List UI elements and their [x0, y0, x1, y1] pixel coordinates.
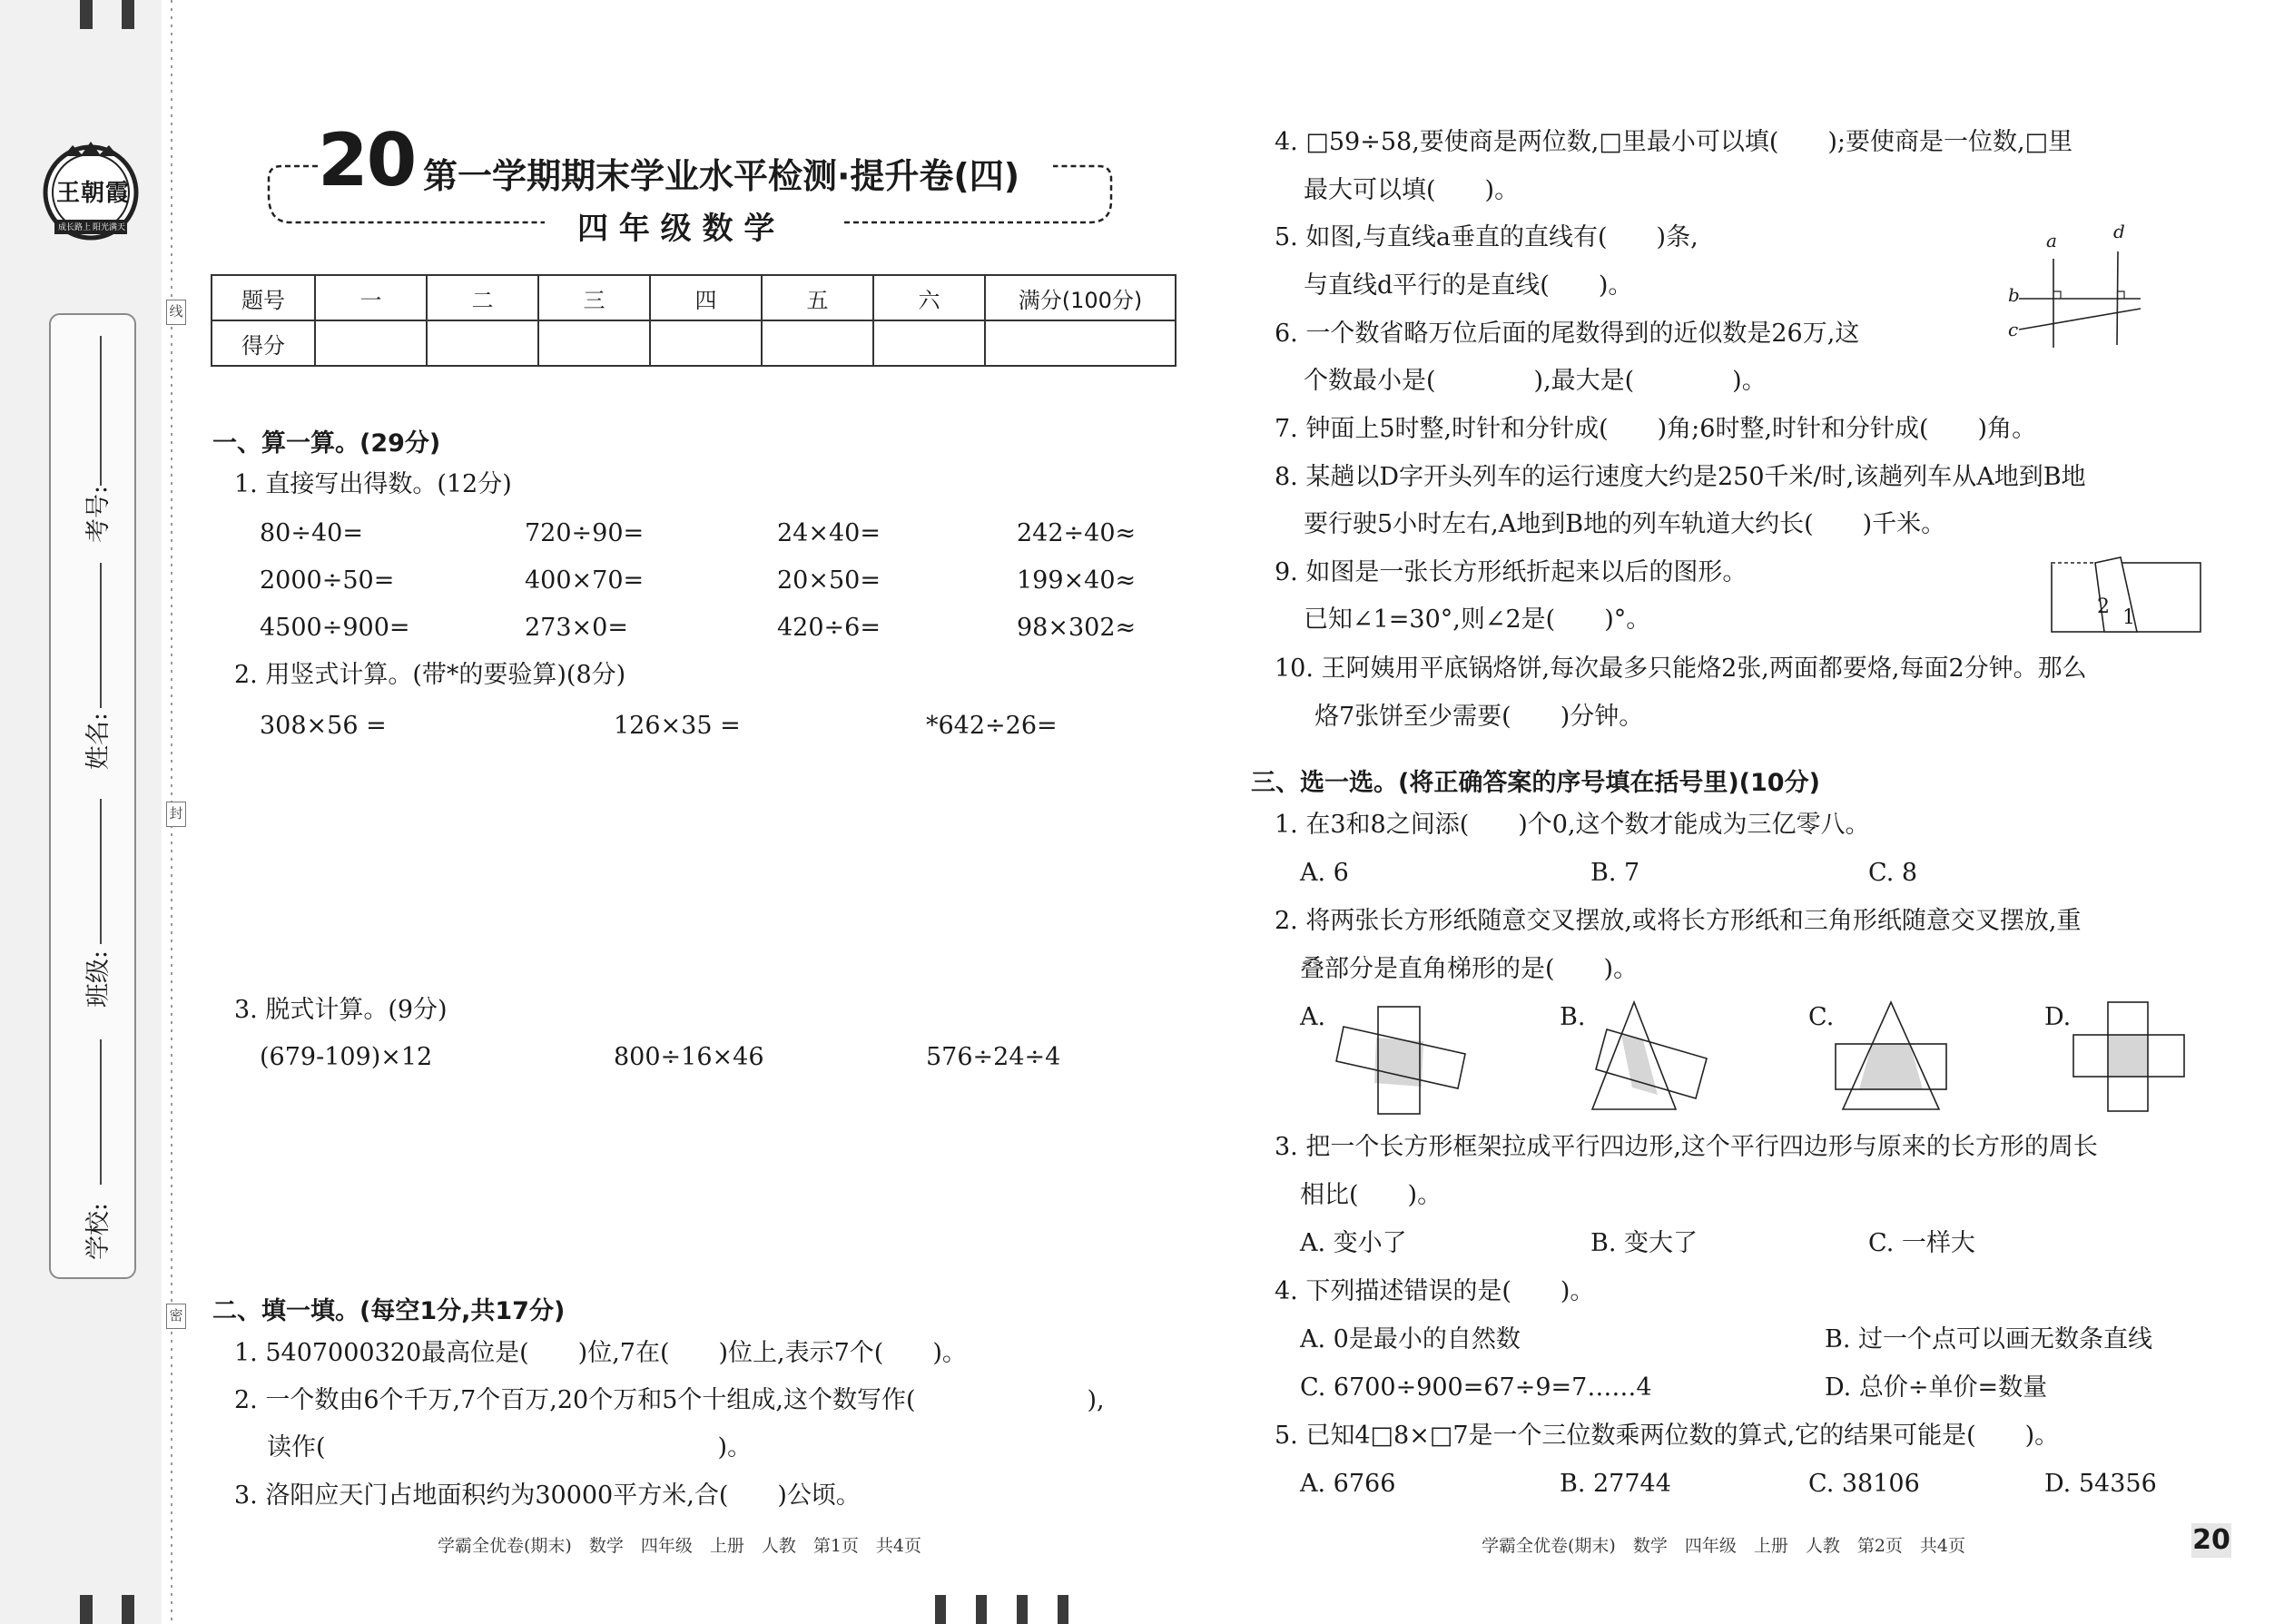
crop-mark [1017, 1595, 1028, 1624]
mental-calc-item: 400×70= [525, 566, 645, 595]
seal-char: 线 [166, 300, 186, 325]
crop-mark [1058, 1595, 1068, 1624]
line-label-a: a [2046, 230, 2057, 251]
angle-2-label: 2 [2097, 595, 2110, 618]
fill-question-line: 要行驶5小时左右,A地到B地的列车轨道大约长( )千米。 [1304, 510, 1946, 538]
score-header-cell: 三 [538, 275, 650, 320]
mental-calc-item: 273×0= [525, 614, 628, 642]
fill-question-line: 6. 一个数省略万位后面的尾数得到的近似数是26万,这 [1275, 320, 1860, 348]
vertical-calc-item: *642÷26= [926, 712, 1058, 740]
score-input-cell[interactable] [427, 320, 538, 366]
crop-mark [80, 1595, 93, 1624]
mental-calc-item: 2000÷50= [260, 566, 395, 595]
choice-option[interactable]: B. 变大了 [1590, 1229, 1698, 1257]
option-b-shape [1587, 999, 1714, 1117]
step-calc-item: (679-109)×12 [260, 1043, 433, 1071]
question-1-3-title: 3. 脱式计算。(9分) [234, 996, 448, 1024]
mental-calc-item: 199×40≈ [1017, 566, 1137, 595]
choice-option[interactable]: C. 38106 [1808, 1470, 1920, 1498]
score-row-label: 得分 [212, 320, 315, 366]
fill-question-line: 1. 5407000320最高位是( )位,7在( )位上,表示7个( )。 [234, 1339, 967, 1367]
fill-question-line: 7. 钟面上5时整,时针和分针成( )角;6时整,时针和分针成( )角。 [1275, 415, 2037, 443]
page-subtitle: 四 年 级 数 学 [577, 211, 775, 247]
choice-option[interactable]: C. 8 [1868, 859, 1918, 887]
lines-figure [1997, 221, 2142, 349]
fill-question-line: 4. □59÷58,要使商是两位数,□里最小可以填( );要使商是一位数,□里 [1275, 128, 2073, 156]
mental-calc-item: 420÷6= [777, 614, 881, 642]
choice-option[interactable]: A. 0是最小的自然数 [1300, 1325, 1521, 1353]
school-label: 学校: [84, 1202, 113, 1260]
crop-mark [122, 0, 134, 29]
choice-option[interactable]: A. 变小了 [1300, 1229, 1407, 1257]
score-input-cell[interactable] [315, 320, 427, 366]
choice-question: 1. 在3和8之间添( )个0,这个数才能成为三亿零八。 [1275, 811, 1870, 839]
angle-1-label: 1 [2122, 606, 2135, 629]
option-c-shape [1832, 999, 1950, 1117]
fill-question-line: 2. 一个数由6个千万,7个百万,20个万和5个十组成,这个数写作( ), [234, 1386, 1105, 1414]
fill-question-line: 10. 王阿姨用平底锅烙饼,每次最多只能烙2张,两面都要烙,每面2分钟。那么 [1275, 655, 2087, 683]
question-1-1-title: 1. 直接写出得数。(12分) [234, 470, 512, 498]
score-input-cell[interactable] [985, 320, 1176, 366]
score-input-cell[interactable] [762, 320, 873, 366]
score-header-cell: 五 [762, 275, 873, 320]
fill-question-line: 9. 如图是一张长方形纸折起来以后的图形。 [1275, 558, 1748, 586]
score-table-header-row [212, 275, 1176, 320]
page-title: 第一学期期末学业水平检测·提升卷(四) [423, 156, 1020, 196]
crop-mark [80, 0, 93, 29]
choice-option[interactable]: B. [1560, 1003, 1586, 1031]
exam-no-line[interactable] [100, 336, 102, 486]
score-input-cell[interactable] [650, 320, 762, 366]
fill-question-line: 与直线d平行的是直线( )。 [1304, 271, 1633, 300]
page-footer-left: 学霸全优卷(期末) 数学 四年级 上册 人教 第1页 共4页 [438, 1536, 922, 1556]
mental-calc-item: 24×40= [777, 519, 881, 547]
score-header-cell: 题号 [212, 275, 315, 320]
step-calc-item: 576÷24÷4 [926, 1043, 1061, 1071]
page-footer-right: 学霸全优卷(期末) 数学 四年级 上册 人教 第2页 共4页 [1482, 1536, 1966, 1556]
score-header-cell: 满分(100分) [985, 275, 1176, 320]
student-info-box [49, 313, 136, 1279]
score-table-score-row [212, 320, 1176, 366]
score-header-cell: 四 [650, 275, 762, 320]
section-1-title: 一、算一算。(29分) [212, 429, 441, 458]
score-header-cell: 六 [873, 275, 985, 320]
choice-option[interactable]: C. 一样大 [1868, 1229, 1975, 1257]
choice-option[interactable]: B. 27744 [1560, 1470, 1671, 1498]
score-header-cell: 一 [315, 275, 427, 320]
choice-option[interactable]: B. 7 [1590, 859, 1640, 887]
fill-question-line: 5. 如图,与直线a垂直的直线有( )条, [1275, 223, 1698, 251]
section-2-title: 二、填一填。(每空1分,共17分) [212, 1297, 566, 1325]
mental-calc-item: 242÷40≈ [1017, 519, 1137, 547]
choice-question: 5. 已知4□8×□7是一个三位数乘两位数的算式,它的结果可能是( )。 [1275, 1422, 2060, 1450]
crop-mark [976, 1595, 987, 1624]
score-input-cell[interactable] [538, 320, 650, 366]
choice-option[interactable]: D. 总价÷单价=数量 [1825, 1373, 2048, 1402]
mental-calc-item: 720÷90= [525, 519, 645, 547]
seal-char: 密 [166, 1304, 186, 1329]
question-1-2-title: 2. 用竖式计算。(带*的要验算)(8分) [234, 661, 626, 689]
option-a-shape [1334, 1003, 1471, 1117]
name-label: 姓名: [84, 712, 113, 770]
line-label-c: c [2008, 319, 2019, 340]
choice-option[interactable]: B. 过一个点可以画无数条直线 [1825, 1325, 2153, 1353]
section-3-title: 三、选一选。(将正确答案的序号填在括号里)(10分) [1251, 769, 1820, 797]
choice-option[interactable]: C. [1808, 1003, 1835, 1031]
fill-question-line: 烙7张饼至少需要( )分钟。 [1314, 703, 1644, 731]
mental-calc-item: 20×50= [777, 566, 881, 595]
line-label-d: d [2113, 221, 2125, 242]
choice-option[interactable]: A. 6766 [1300, 1470, 1396, 1498]
fill-question-line: 个数最小是( ),最大是( )。 [1304, 367, 1767, 395]
seal-char: 封 [166, 802, 186, 827]
vertical-calc-work-area[interactable] [260, 749, 1131, 976]
vertical-calc-item: 126×35 = [614, 712, 741, 740]
logo-motto-left: 成长路上 [58, 223, 92, 232]
choice-option[interactable]: C. 6700÷900=67÷9=7……4 [1300, 1373, 1652, 1402]
exam-no-label: 考号: [84, 485, 113, 543]
crop-mark [122, 1595, 134, 1624]
score-header-cell: 二 [427, 275, 538, 320]
logo-motto-right: 阳光满天 [93, 223, 126, 232]
choice-question: 相比( )。 [1300, 1181, 1442, 1209]
mental-calc-item: 98×302≈ [1017, 614, 1137, 642]
mental-calc-item: 80÷40= [260, 519, 363, 547]
logo-name: 王朝霞 [56, 180, 131, 207]
fill-question-line: 8. 某趟以D字开头列车的运行速度大约是250千米/时,该趟列车从A地到B地 [1275, 463, 2086, 491]
step-calc-item: 800÷16×46 [614, 1043, 764, 1071]
mental-calc-item: 4500÷900= [260, 614, 410, 642]
step-calc-work-area[interactable] [260, 1080, 1131, 1271]
crop-mark [935, 1595, 946, 1624]
choice-question: 2. 将两张长方形纸随意交叉摆放,或将长方形纸和三角形纸随意交叉摆放,重 [1275, 907, 2082, 935]
choice-option[interactable]: D. 54356 [2044, 1470, 2157, 1498]
choice-question: 3. 把一个长方形框架拉成平行四边形,这个平行四边形与原来的长方形的周长 [1275, 1133, 2098, 1161]
fill-question-line: 3. 洛阳应天门占地面积约为30000平方米,合( )公顷。 [234, 1481, 861, 1510]
class-label: 班级: [84, 950, 113, 1008]
class-line[interactable] [100, 799, 102, 944]
folded-paper-figure [2048, 556, 2204, 637]
choice-option[interactable]: D. [2044, 1003, 2072, 1031]
choice-question: 叠部分是直角梯形的是( )。 [1300, 955, 1639, 983]
fill-question-line: 最大可以填( )。 [1304, 176, 1520, 204]
line-label-b: b [2008, 284, 2020, 306]
fill-question-line: 已知∠1=30°,则∠2是( )°。 [1304, 605, 1651, 634]
school-line[interactable] [100, 1039, 102, 1185]
name-line[interactable] [100, 563, 102, 708]
brand-logo [36, 136, 145, 245]
choice-option[interactable]: A. 6 [1300, 859, 1349, 887]
paper-number: 20 [318, 118, 416, 202]
score-table [211, 274, 1177, 367]
fill-question-line: 读作( )。 [267, 1433, 753, 1462]
choice-question: 4. 下列描述错误的是( )。 [1275, 1277, 1595, 1305]
vertical-calc-item: 308×56 = [260, 712, 387, 740]
score-input-cell[interactable] [873, 320, 985, 366]
option-d-shape [2070, 999, 2188, 1115]
choice-option[interactable]: A. [1300, 1003, 1326, 1031]
page-number-badge: 20 [2192, 1524, 2230, 1556]
